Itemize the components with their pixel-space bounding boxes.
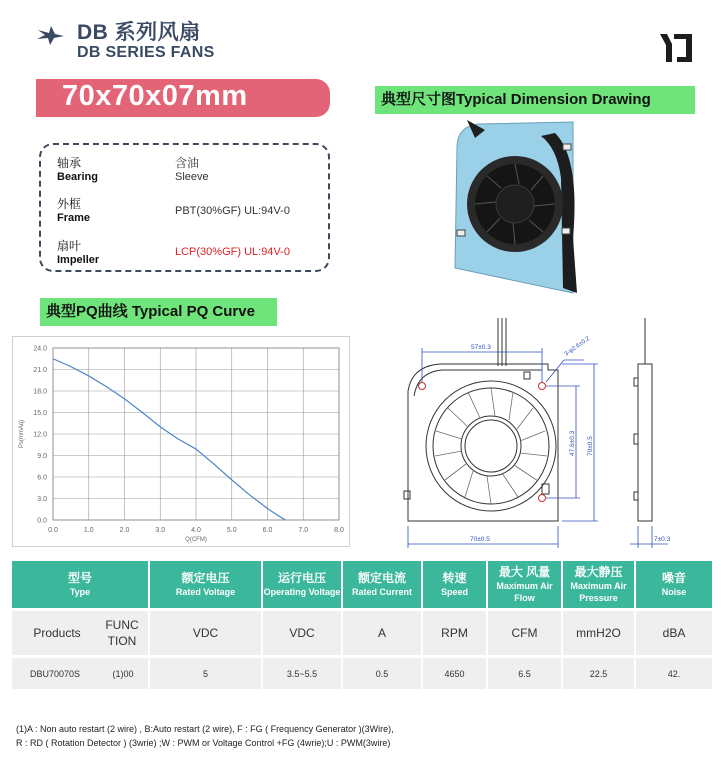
fan-photo (445, 118, 585, 303)
row-operating-voltage: 3.5~5.5 (262, 657, 342, 690)
header-speed: 转速 Speed (422, 561, 487, 610)
frame-label-en: Frame (57, 212, 91, 224)
y-tick-label: 0.0 (37, 517, 47, 525)
spec-table (12, 561, 712, 689)
dim-hole-label: 3-φ2.6±0.2 (563, 335, 592, 358)
x-tick-label: 5.0 (226, 527, 237, 534)
units-air-pressure: mmH2O (562, 610, 635, 657)
header-type: 型号 Type (12, 561, 149, 610)
footnote (16, 722, 716, 750)
y-tick-label: 6.0 (37, 474, 47, 482)
row-noise: 42. (635, 657, 712, 690)
header-air-pressure: 最大静压 Maximum Air Pressure (562, 561, 635, 610)
pq-curve-title: 典型PQ曲线 Typical PQ Curve (40, 298, 277, 326)
row-model: DBU70070S (29, 668, 81, 679)
y-tick-label: 24.0 (33, 345, 47, 353)
row-speed: 4650 (422, 657, 487, 690)
pq-chart-svg (13, 337, 349, 546)
dim-right-outer-label: 70±0.5 (587, 436, 594, 456)
brand-title-cn: DB 系列风扇 (77, 21, 201, 44)
impeller-value: LCP(30%GF) UL:94V-0 (175, 246, 290, 258)
y-axis-label: Ps(mmAq) (19, 419, 25, 449)
y-tick-label: 18.0 (33, 388, 47, 396)
row-function: (1)00 (112, 668, 134, 679)
dim-bottom-label: 70±0.5 (470, 536, 490, 543)
units-products: Products (33, 626, 81, 640)
dimension-drawing-title: 典型尺寸图Typical Dimension Drawing (375, 86, 695, 114)
units-function: FUNCTION (105, 618, 139, 648)
header-operating-voltage: 运行电压 Operating Voltage (262, 561, 342, 610)
yj-logo-icon (658, 32, 694, 64)
y-tick-label: 3.0 (37, 496, 47, 503)
brand-title-en: DB SERIES FANS (77, 44, 215, 61)
footnote-line-2: R : RD ( Rotation Detector ) (3wrie) ;W : PWM or Voltage Control +FG (4wrie);U : PWM(3wire) (16, 738, 391, 748)
table-header-row (12, 561, 712, 610)
x-tick-label: 3.0 (155, 527, 166, 534)
impeller-label-en: Impeller (57, 254, 100, 266)
dim-top-label: 57±0.3 (471, 344, 491, 351)
row-air-pressure: 22.5 (562, 657, 635, 690)
row-rated-voltage: 5 (149, 657, 262, 690)
frame-label-cn: 外框 (57, 197, 82, 211)
frame-value: PBT(30%GF) UL:94V-0 (175, 205, 290, 217)
dim-right-inner-label: 47.6±0.3 (569, 430, 576, 456)
x-tick-label: 6.0 (262, 527, 273, 534)
header-rated-current: 额定电流 Rated Current (342, 561, 422, 610)
bearing-label-cn: 轴承 (57, 156, 82, 170)
units-speed: RPM (422, 610, 487, 657)
table-row (12, 657, 712, 690)
y-tick-label: 12.0 (33, 431, 47, 439)
row-air-flow: 6.5 (487, 657, 562, 690)
bearing-value-cn: 含油 (175, 156, 200, 170)
model-size: 70x70x07mm (62, 80, 248, 112)
units-rated-current: A (342, 610, 422, 657)
units-operating-voltage: VDC (262, 610, 342, 657)
units-noise: dBA (635, 610, 712, 657)
x-tick-label: 2.0 (119, 527, 130, 534)
units-air-flow: CFM (487, 610, 562, 657)
y-tick-label: 15.0 (33, 410, 47, 417)
dim-side-label: 7±0.3 (654, 536, 671, 543)
table-units-row (12, 610, 712, 657)
x-tick-label: 1.0 (83, 527, 94, 534)
impeller-label-cn: 扇叶 (57, 239, 82, 253)
header-air-flow: 最大 风量 Maximum Air Flow (487, 561, 562, 610)
dimension-drawing (398, 316, 710, 552)
footnote-line-1: (1)A : Non auto restart (2 wire) , B:Auto restart (2 wire), F : FG ( Frequency Generator )(3Wire), (16, 724, 394, 734)
y-tick-label: 9.0 (37, 453, 47, 460)
x-tick-label: 7.0 (298, 527, 309, 534)
bearing-value: Sleeve (175, 171, 209, 183)
x-tick-label: 4.0 (191, 527, 201, 534)
x-tick-label: 8.0 (334, 527, 344, 534)
y-tick-label: 21.0 (33, 367, 47, 374)
bearing-label-en: Bearing (57, 171, 98, 183)
bird-logo-icon (36, 24, 66, 46)
x-tick-label: 0.0 (48, 527, 58, 534)
x-axis-label: Q(CFM) (185, 537, 207, 543)
pq-chart (12, 336, 350, 547)
row-rated-current: 0.5 (342, 657, 422, 690)
header-noise: 噪音 Noise (635, 561, 712, 610)
units-rated-voltage: VDC (149, 610, 262, 657)
header-rated-voltage: 额定电压 Rated Voltage (149, 561, 262, 610)
